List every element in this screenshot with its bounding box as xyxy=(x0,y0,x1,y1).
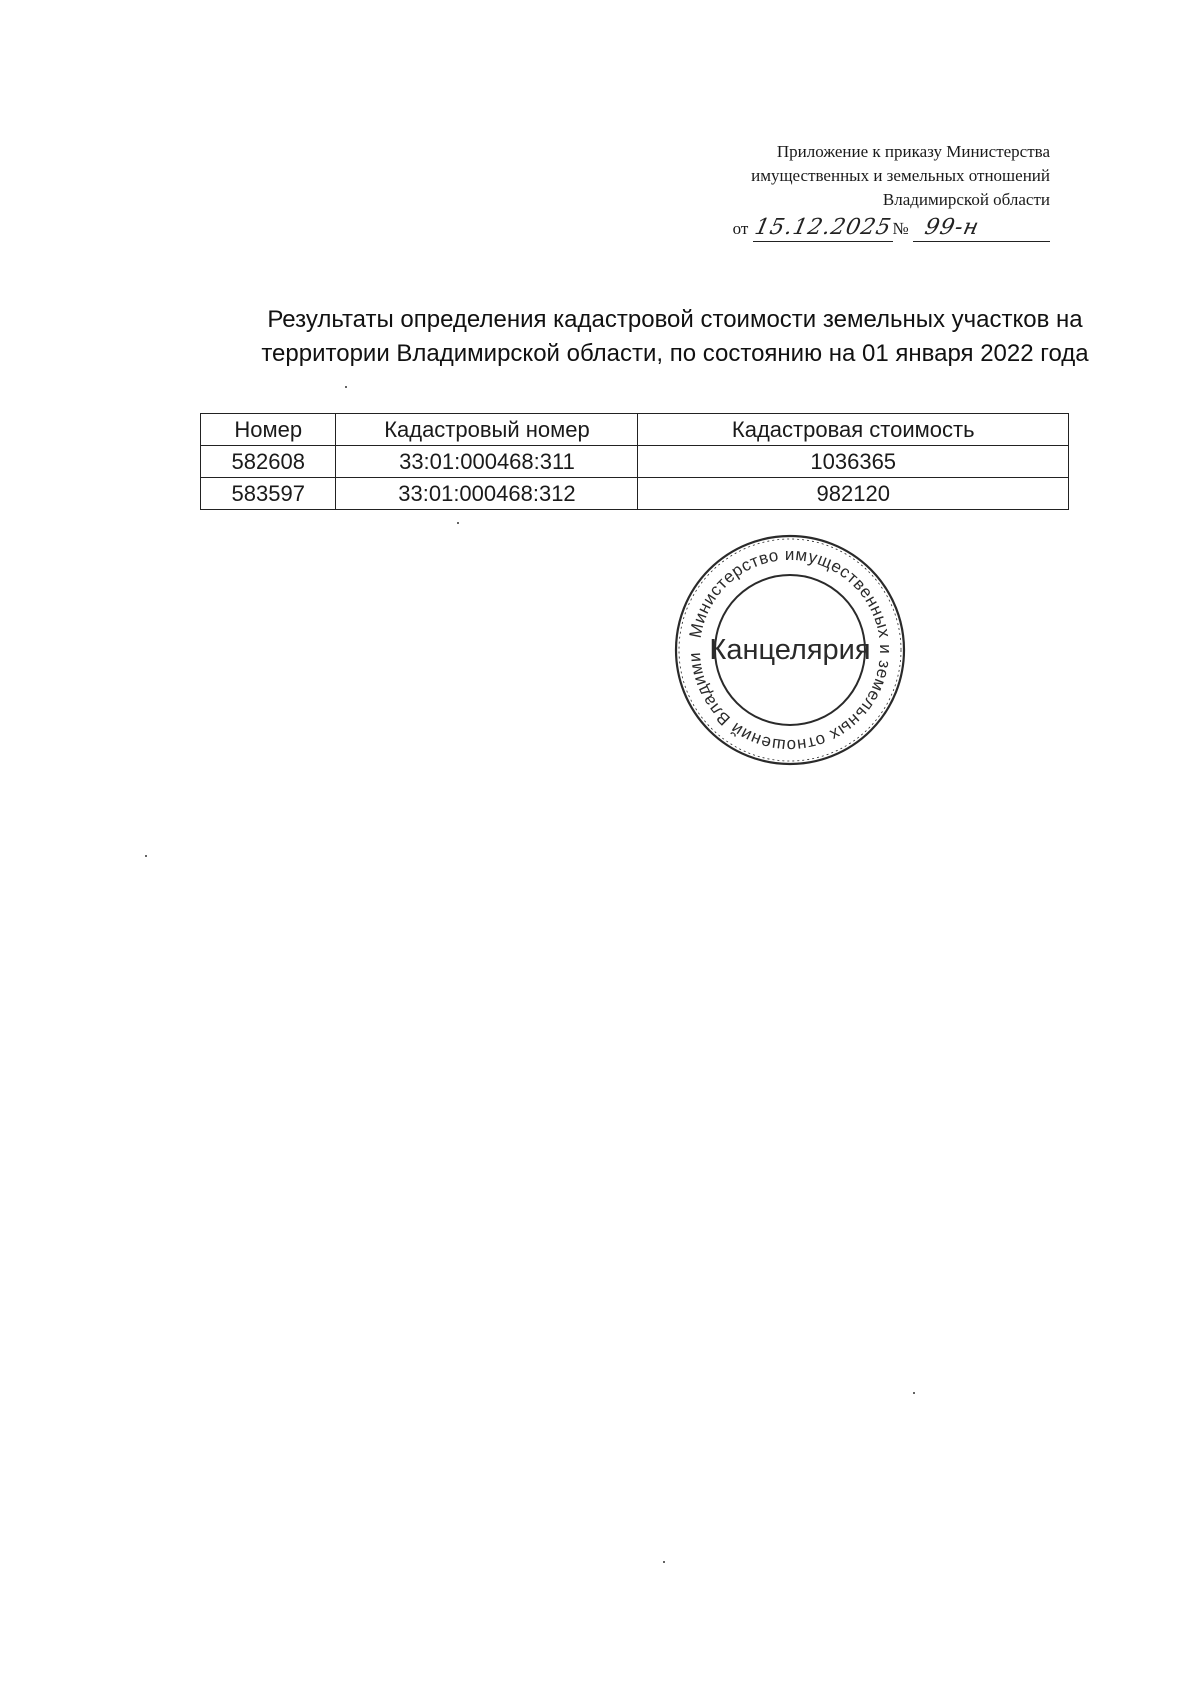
cell-cadastral-number: 33:01:000468:311 xyxy=(336,446,638,478)
scan-speck xyxy=(457,522,459,524)
table-row xyxy=(201,478,1069,510)
stamp-center-text: Канцелярия xyxy=(709,634,871,666)
results-table xyxy=(200,413,1069,510)
scan-speck xyxy=(913,1392,915,1394)
annex-header xyxy=(630,140,1050,242)
title-line-2: территории Владимирской области, по состоянию на 01 января 2022 года xyxy=(261,340,1089,367)
annex-line-1: Приложение к приказу Министерства xyxy=(776,142,1050,161)
cell-number: 583597 xyxy=(201,478,336,510)
stamp-outer-text: Министерство имущественных и земельных отношений Владими xyxy=(684,544,896,756)
header-cadastral-number: Кадастровый номер xyxy=(336,414,638,446)
cell-cadastral-value: 982120 xyxy=(638,478,1069,510)
cell-number: 582608 xyxy=(201,446,336,478)
date-field xyxy=(753,216,893,242)
scan-speck xyxy=(145,855,147,857)
scan-speck xyxy=(345,386,347,388)
table-row xyxy=(201,446,1069,478)
number-field xyxy=(913,216,1050,242)
cell-cadastral-number: 33:01:000468:312 xyxy=(336,478,638,510)
stamp-seal-icon xyxy=(670,530,910,770)
cell-cadastral-value: 1036365 xyxy=(638,446,1069,478)
handwritten-date: 15.12.2025 xyxy=(751,215,894,240)
office-stamp xyxy=(670,530,910,770)
header-number: Номер xyxy=(201,414,336,446)
document-title xyxy=(240,303,1110,371)
handwritten-number: 99-н xyxy=(922,215,982,240)
title-line-1: Результаты определения кадастровой стоимости земельных участков на xyxy=(267,306,1083,333)
scan-speck xyxy=(663,1561,665,1563)
annex-line-2: имущественных и земельных отношений xyxy=(751,166,1050,185)
annex-line-3: Владимирской области xyxy=(882,190,1050,209)
date-prefix: от xyxy=(732,219,749,238)
number-prefix: № xyxy=(892,219,909,238)
annex-date-line xyxy=(630,216,1050,242)
header-cadastral-value: Кадастровая стоимость xyxy=(638,414,1069,446)
table-header-row xyxy=(201,414,1069,446)
